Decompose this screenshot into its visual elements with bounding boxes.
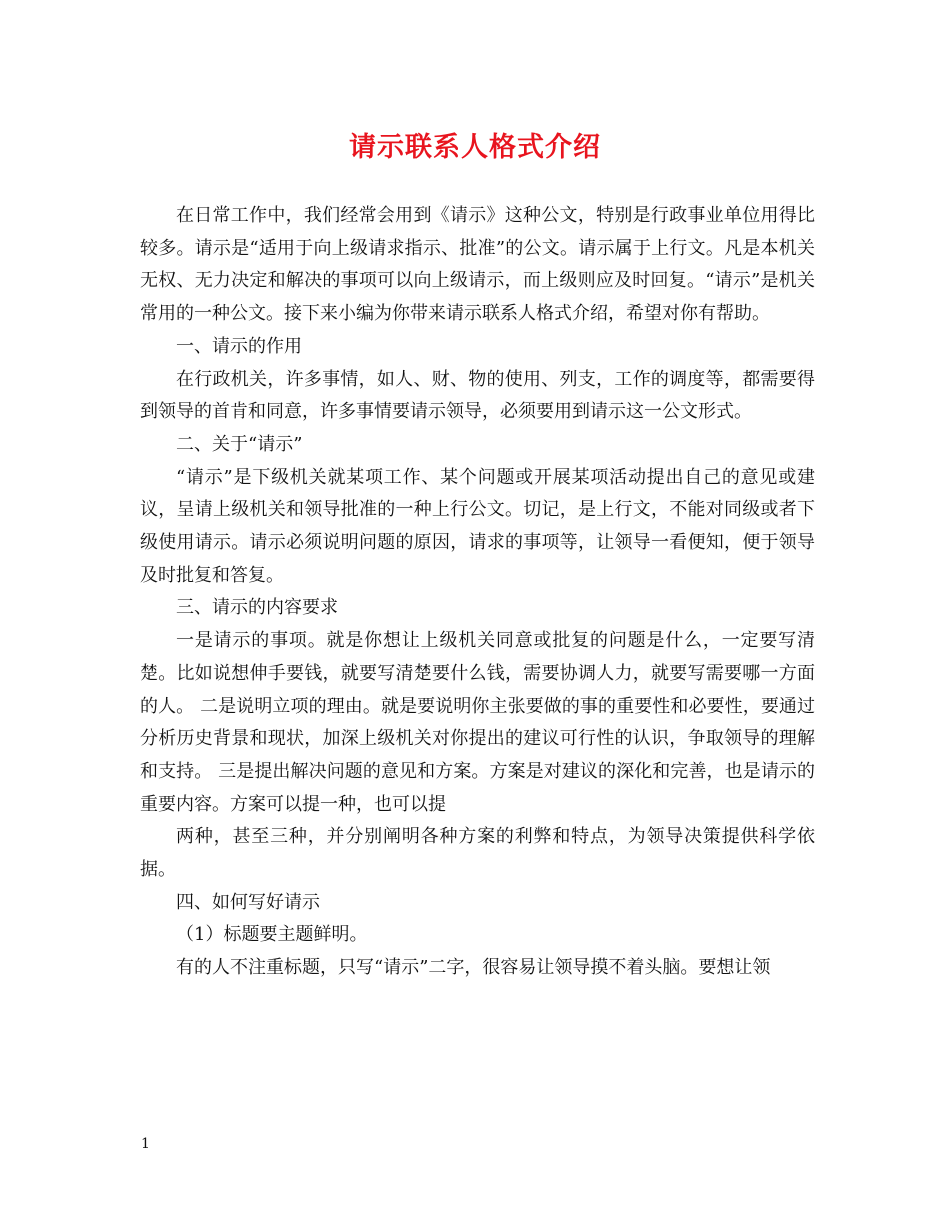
paragraph-section-1: 在行政机关，许多事情，如人、财、物的使用、列支，工作的调度等，都需要得到领导的首肯和同意，许多事情要请示领导，必须要用到请示这一公文形式。	[140, 368, 815, 423]
paragraph-section-3-cont: 两种，甚至三种，并分别阐明各种方案的利弊和特点，为领导决策提供科学依据。	[140, 826, 815, 881]
section-heading-4: 四、如何写好请示	[176, 891, 320, 913]
paragraph-section-2: “请示”是下级机关就某项工作、某个问题或开展某项活动提出自己的意见或建议，呈请上级机关和领导批准的一种上行公文。切记，是上行文，不能对同级或者下级使用请示。请示必须说明问题的原因，请求的事项等，让领导一看便知，便于领导及时批复和答复。	[140, 466, 815, 586]
document-title: 请示联系人格式介绍	[349, 132, 601, 163]
section-heading-1: 一、请示的作用	[176, 335, 302, 357]
paragraph-section-3: 一是请示的事项。就是你想让上级机关同意或批复的问题是什么，一定要写清楚。比如说想伸手要钱，就要写清楚要什么钱，需要协调人力，就要写需要哪一方面的人。 二是说明立项的理由。就是要说明你主张要做的事的重要性和必要性，要通过分析历史背景和现状，加深上级机关对你提出的建议可行性的认识，争取领导的理解和支持。 三是提出解决问题的意见和方案。方案是对建议的深化和完善，也是请示的重要内容。方案可以提一种，也可以提	[140, 630, 815, 815]
page-number: 1	[141, 1136, 150, 1152]
paragraph-section-4: 有的人不注重标题，只写“请示”二字，很容易让领导摸不着头脑。要想让领	[176, 957, 771, 979]
paragraph-intro: 在日常工作中，我们经常会用到《请示》这种公文，特别是行政事业单位用得比较多。请示是“适用于向上级请求指示、批准”的公文。请示属于上行文。凡是本机关无权、无力决定和解决的事项可以向上级请示，而上级则应及时回复。“请示”是机关常用的一种公文。接下来小编为你带来请示联系人格式介绍，希望对你有帮助。	[140, 205, 815, 325]
section-heading-2: 二、关于“请示”	[176, 433, 303, 455]
section-heading-3: 三、请示的内容要求	[176, 597, 338, 619]
document-body	[140, 200, 815, 985]
subheading-4-1: （1）标题要主题鲜明。	[176, 924, 368, 946]
